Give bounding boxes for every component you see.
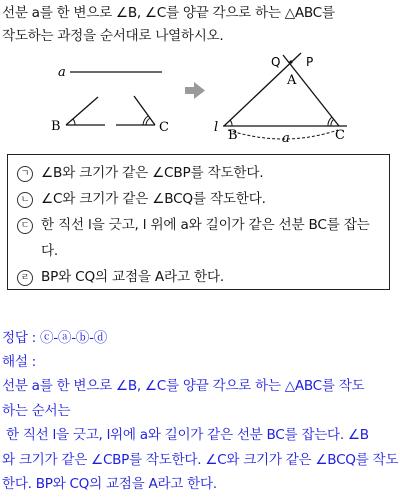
segment-a-label: a xyxy=(58,65,66,80)
construction-figure xyxy=(0,50,400,150)
point-c-label: C xyxy=(335,128,345,143)
step-marker: ㄴ xyxy=(17,192,33,208)
step-marker: ㄱ xyxy=(17,166,33,182)
question-line-1: 선분 a를 한 변으로 ∠B, ∠C를 양끝 각으로 하는 △ABC를 xyxy=(2,5,335,21)
step-item xyxy=(17,264,385,290)
step-item xyxy=(17,160,385,186)
angle-b-ray xyxy=(66,97,98,125)
step-text: BP와 CQ의 교점을 A라고 한다. xyxy=(41,269,225,285)
point-a-dot xyxy=(289,60,292,63)
answer-row xyxy=(2,326,398,350)
point-q-label: Q xyxy=(271,55,281,69)
triangle-angle-c-arc-1 xyxy=(331,119,334,126)
right-arrow-icon xyxy=(185,82,205,99)
point-b-label: B xyxy=(228,128,238,143)
angle-c-label: C xyxy=(159,120,169,135)
steps-box xyxy=(7,154,390,290)
answer-section xyxy=(2,326,398,497)
answer-value: ⓒ-ⓐ-ⓑ-ⓓ xyxy=(40,330,107,346)
angle-b-label: B xyxy=(51,119,61,134)
step-item xyxy=(17,212,385,264)
explanation-line: 와 크기가 같은 ∠CBP를 작도한다. ∠C와 크기가 같은 ∠BCQ를 작도 xyxy=(2,451,399,468)
brace-a-label: a xyxy=(282,131,290,146)
explanation-line: 선분 a를 한 변으로 ∠B, ∠C를 양끝 각으로 하는 △ABC를 작도 xyxy=(2,378,365,394)
explanation-line: 한 직선 l을 긋고, l위에 a와 길이가 같은 선분 BC를 잡는다. ∠B xyxy=(6,427,369,443)
angle-b-arc xyxy=(73,119,75,125)
step-text: ∠B와 크기가 같은 ∠CBP를 작도한다. xyxy=(41,165,264,181)
line-l-label: l xyxy=(214,120,219,135)
point-p-label: P xyxy=(306,55,314,69)
explanation-line: 하는 순서는 xyxy=(2,402,71,419)
explanation-line: 한다. BP와 CQ의 교점을 A라고 한다. xyxy=(2,476,217,492)
angle-c-arc-1 xyxy=(146,118,150,125)
question-line-2: 작도하는 과정을 순서대로 나열하시오. xyxy=(2,28,224,44)
triangle-angle-b-arc xyxy=(230,120,232,126)
step-marker: ㄷ xyxy=(17,218,33,234)
step-item xyxy=(17,186,385,212)
step-marker: ㄹ xyxy=(17,270,33,286)
point-a-label: A xyxy=(287,73,297,88)
question-text xyxy=(2,2,398,48)
step-text: ∠C와 크기가 같은 ∠BCQ를 작도한다. xyxy=(41,191,266,207)
step-text: 한 직선 l을 긋고, l 위에 a와 길이가 같은 선분 BC를 잡는다. xyxy=(41,217,370,259)
answer-label: 정답 : xyxy=(2,330,36,346)
explanation-label: 해설 : xyxy=(2,354,36,370)
